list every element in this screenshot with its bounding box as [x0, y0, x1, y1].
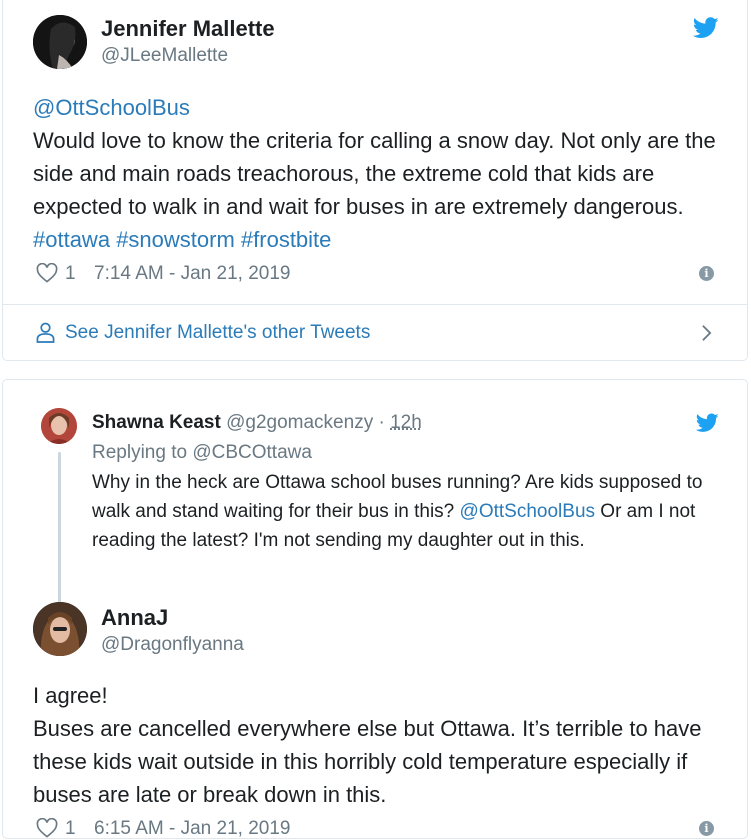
- info-icon[interactable]: i: [699, 821, 714, 836]
- timestamp[interactable]: 6:15 AM - Jan 21, 2019: [94, 818, 291, 839]
- tweet-card-annaj: [2, 379, 748, 839]
- author-name[interactable]: Jennifer Mallette: [101, 16, 275, 41]
- author-handle[interactable]: @Dragonflyanna: [101, 634, 244, 655]
- quoted-author-line: [92, 412, 422, 434]
- tweet-card-jennifer: [2, 0, 748, 361]
- author-name[interactable]: Shawna Keast: [92, 412, 221, 433]
- author-handle[interactable]: @g2gomackenzy: [226, 412, 374, 433]
- see-other-tweets-link[interactable]: [3, 305, 747, 361]
- separator: ·: [378, 412, 385, 433]
- hashtag-link[interactable]: #frostbite: [240, 227, 332, 252]
- mention-link[interactable]: @OttSchoolBus: [459, 501, 596, 522]
- author-handle[interactable]: @JLeeMallette: [101, 45, 229, 66]
- tweet-body: Or am I not reading the latest? I'm not sending my daughter out in this.: [92, 501, 696, 551]
- tweet-text: [33, 679, 723, 811]
- timestamp[interactable]: 7:14 AM - Jan 21, 2019: [94, 263, 291, 284]
- hashtag-link[interactable]: #ottawa: [33, 227, 111, 252]
- avatar[interactable]: [41, 408, 77, 444]
- chevron-right-icon: [701, 324, 712, 342]
- hashtag-link[interactable]: #snowstorm: [116, 227, 235, 252]
- author-name[interactable]: AnnaJ: [101, 605, 169, 630]
- quoted-tweet-text: [92, 468, 732, 555]
- replying-to: Replying to @CBCOttawa: [92, 442, 312, 463]
- tweet-body-line: Buses are cancelled everywhere else but Ottawa. It’s terrible to have these kids wait outside in this horribly cold temperature especially if buses are late or break down in this.: [33, 716, 702, 807]
- quoted-tweet[interactable]: [3, 380, 747, 600]
- avatar[interactable]: [33, 15, 87, 69]
- thread-line: [58, 452, 61, 604]
- avatar[interactable]: [33, 602, 87, 656]
- heart-icon[interactable]: [36, 818, 58, 838]
- info-icon[interactable]: i: [699, 266, 714, 281]
- like-count[interactable]: 1: [65, 263, 76, 284]
- mention-link[interactable]: @OttSchoolBus: [33, 95, 190, 120]
- person-icon: [36, 322, 55, 343]
- tweet-age[interactable]: 12h: [390, 412, 422, 433]
- heart-icon[interactable]: [36, 263, 58, 283]
- tweet-body: Would love to know the criteria for calling a snow day. Not only are the side and main roads treachorous, the extreme cold that kids are expected to walk in and wait for buses in are extremely dangerous.: [33, 128, 716, 219]
- like-count[interactable]: 1: [65, 818, 76, 839]
- tweet-text: [33, 91, 723, 256]
- twitter-bird-icon[interactable]: [693, 17, 719, 39]
- tweet-body-line: I agree!: [33, 683, 108, 708]
- see-other-tweets-label: See Jennifer Mallette's other Tweets: [65, 322, 371, 343]
- twitter-bird-icon[interactable]: [696, 413, 719, 433]
- tweet-body: Why in the heck are Ottawa school buses running? Are kids supposed to walk and stand waiting for their bus in this?: [92, 472, 703, 522]
